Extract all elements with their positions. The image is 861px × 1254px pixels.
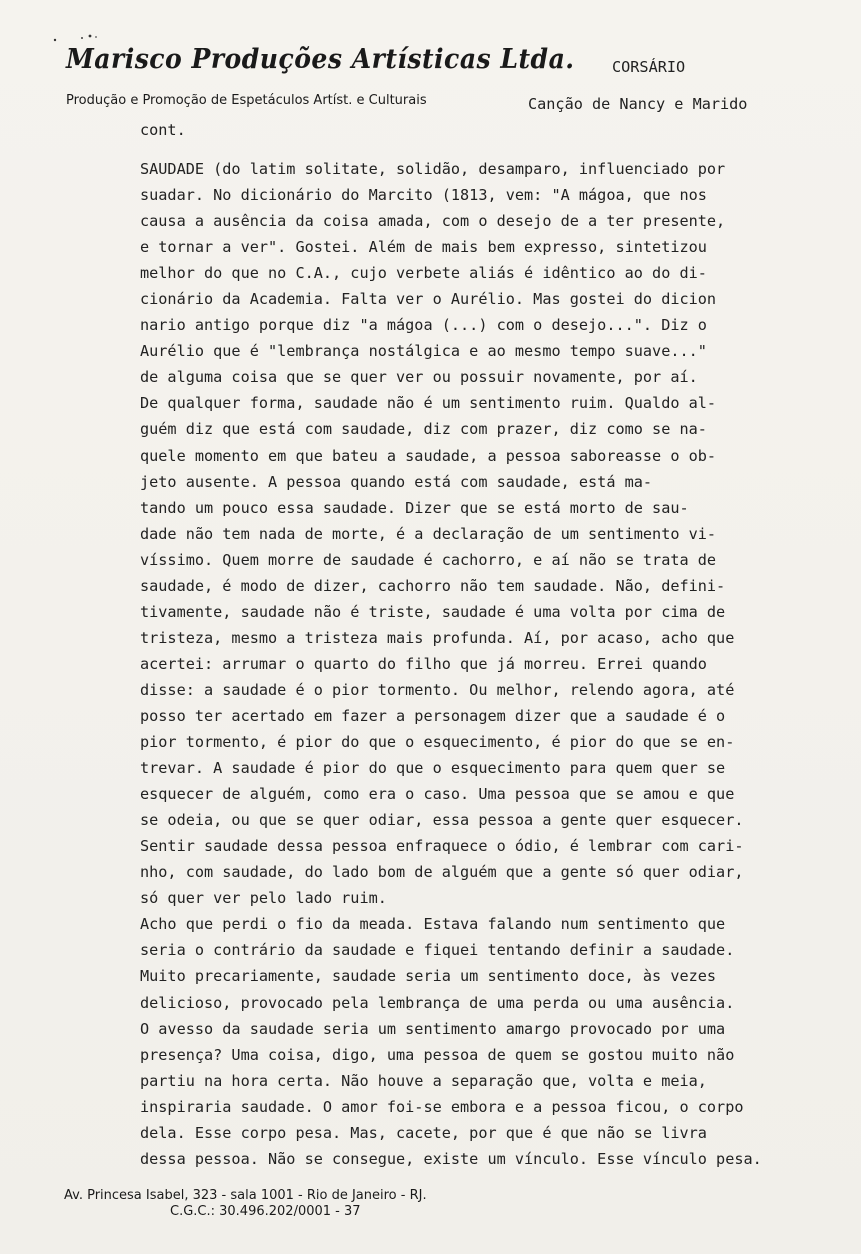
body-line: acertei: arrumar o quarto do filho que já morreu. Errei quando — [140, 654, 707, 673]
body-line: tristeza, mesmo a tristeza mais profunda. Aí, por acaso, acho que — [140, 628, 735, 647]
body-line: jeto ausente. A pessoa quando está com saudade, está ma- — [140, 472, 653, 491]
document-subtitle: Canção de Nancy e Marido — [528, 95, 748, 113]
body-line: saudade, é modo de dizer, cachorro não tem saudade. Não, defini- — [140, 576, 726, 595]
body-line: O avesso da saudade seria um sentimento amargo provocado por uma — [140, 1019, 726, 1038]
body-line: tivamente, saudade não é triste, saudade é uma volta por cima de — [140, 602, 726, 621]
body-line: trevar. A saudade é pior do que o esquecimento para quem quer se — [140, 759, 726, 778]
body-line: tando um pouco essa saudade. Dizer que se está morto de sau- — [140, 498, 689, 517]
body-line: guém diz que está com saudade, diz com prazer, diz como se na- — [140, 420, 707, 439]
body-line: melhor do que no C.A., cujo verbete aliás é idêntico ao do di- — [140, 264, 707, 283]
body-line: dessa pessoa. Não se consegue, existe um vínculo. Esse vínculo pesa. — [140, 1149, 762, 1168]
body-line: seria o contrário da saudade e fiquei tentando definir a saudade. — [140, 941, 735, 960]
body-line: inspiraria saudade. O amor foi-se embora e a pessoa ficou, o corpo — [140, 1097, 744, 1116]
body-line: partiu na hora certa. Não houve a separação que, volta e meia, — [140, 1071, 707, 1090]
body-line: víssimo. Quem morre de saudade é cachorro, e aí não se trata de — [140, 550, 717, 569]
body-line: se odeia, ou que se quer odiar, essa pessoa a gente quer esquecer. — [140, 811, 744, 830]
body-line: suadar. No dicionário do Marcito (1813, vem: "A mágoa, que nos — [140, 186, 707, 205]
body-line: nho, com saudade, do lado bom de alguém que a gente só quer odiar, — [140, 863, 744, 882]
body-line: posso ter acertado em fazer a personagem dizer que a saudade é o — [140, 706, 726, 725]
body-line: causa a ausência da coisa amada, com o desejo de a ter presente, — [140, 212, 726, 231]
body-line: só quer ver pelo lado ruim. — [140, 889, 387, 908]
company-logo: Marisco Produções Artísticas Ltda. — [66, 44, 575, 75]
body-line: Muito precariamente, saudade seria um sentimento doce, às vezes — [140, 967, 717, 986]
body-line: quele momento em que bateu a saudade, a pessoa saboreasse o ob- — [140, 446, 717, 465]
body-line: pior tormento, é pior do que o esquecimento, é pior do que se en- — [140, 733, 735, 752]
body-line: e tornar a ver". Gostei. Além de mais bem expresso, sintetizou — [140, 238, 707, 257]
body-text — [140, 156, 860, 1172]
body-line: disse: a saudade é o pior tormento. Ou melhor, relendo agora, até — [140, 680, 735, 699]
body-line: dela. Esse corpo pesa. Mas, cacete, por que é que não se livra — [140, 1123, 707, 1142]
body-line: Aurélio que é "lembrança nostálgica e ao mesmo tempo suave..." — [140, 342, 707, 361]
body-line: De qualquer forma, saudade não é um sentimento ruim. Qualdo al- — [140, 394, 717, 413]
body-line: delicioso, provocado pela lembrança de uma perda ou uma ausência. — [140, 993, 735, 1012]
document-title: CORSÁRIO — [612, 58, 686, 76]
ink-speck-mark — [52, 33, 102, 43]
body-line: dade não tem nada de morte, é a declaração de um sentimento vi- — [140, 524, 717, 543]
body-line: esquecer de alguém, como era o caso. Uma pessoa que se amou e que — [140, 785, 735, 804]
company-tagline: Produção e Promoção de Espetáculos Artíst. e Culturais — [66, 93, 427, 108]
body-line: Sentir saudade dessa pessoa enfraquece o ódio, é lembrar com cari- — [140, 837, 744, 856]
body-line: Acho que perdi o fio da meada. Estava falando num sentimento que — [140, 915, 726, 934]
body-line: SAUDADE (do latim solitate, solidão, desamparo, influenciado por — [140, 160, 726, 178]
body-line: nario antigo porque diz "a mágoa (...) com o desejo...". Diz o — [140, 316, 707, 335]
continuation-label: cont. — [140, 121, 186, 139]
body-line: cionário da Academia. Falta ver o Aurélio. Mas gostei do dicion — [140, 290, 717, 309]
footer-cgc: C.G.C.: 30.496.202/0001 - 37 — [170, 1204, 361, 1219]
body-line: de alguma coisa que se quer ver ou possuir novamente, por aí. — [140, 368, 698, 387]
footer-address: Av. Princesa Isabel, 323 - sala 1001 - Rio de Janeiro - RJ. — [64, 1188, 427, 1203]
body-line: presença? Uma coisa, digo, uma pessoa de quem se gostou muito não — [140, 1045, 735, 1064]
